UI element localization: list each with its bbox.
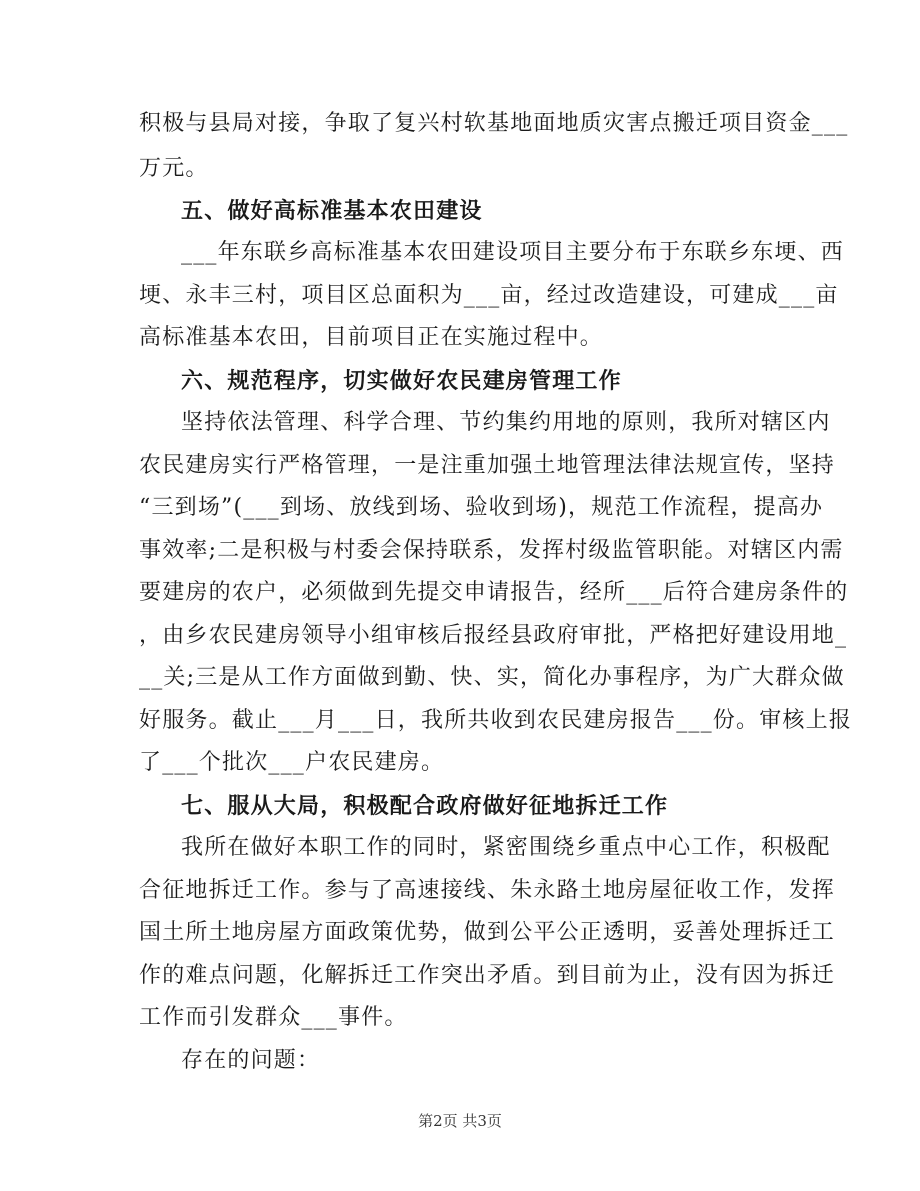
section-heading-5: 五、做好高标准基本农田建设 xyxy=(181,198,483,224)
problems-label: 存在的问题： xyxy=(181,1048,321,1073)
body-text-line: 事效率;二是积极与村委会保持联系，发挥村级监管职能。对辖区内需 xyxy=(139,538,844,563)
body-text-line: 工作而引发群众___事件。 xyxy=(139,1005,408,1030)
section-heading-6: 六、规范程序，切实做好农民建房管理工作 xyxy=(181,368,622,394)
body-text-line: ___年东联乡高标准基本农田建设项目主要分布于东联乡东埂、西 xyxy=(181,240,845,265)
body-text-line: 要建房的农户，必须做到先提交申请报告，经所___后符合建房条件的 xyxy=(139,580,849,605)
body-text-line: 合征地拆迁工作。参与了高速接线、朱永路土地房屋征收工作，发挥 xyxy=(139,878,836,903)
body-text-line: 作的难点问题，化解拆迁工作突出矛盾。到目前为止，没有因为拆迁 xyxy=(139,963,836,988)
page-number-footer: 第2页 共3页 xyxy=(418,1112,502,1130)
body-text-line: 了___个批次___户农民建房。 xyxy=(139,750,445,775)
body-text-line: __关;三是从工作方面做到勤、快、实，简化办事程序，为广大群众做 xyxy=(139,665,845,690)
body-text-line: 我所在做好本职工作的同时，紧密围绕乡重点中心工作，积极配 xyxy=(181,835,831,860)
body-text-line: 农民建房实行严格管理，一是注重加强土地管理法律法规宣传，坚持 xyxy=(139,453,836,478)
body-text-line: ，由乡农民建房领导小组审核后报经县政府审批，严格把好建设用地_ xyxy=(139,623,848,648)
body-text-line: 坚持依法管理、科学合理、节约集约用地的原则，我所对辖区内 xyxy=(181,410,831,435)
body-text-line: “三到场”(___到场、放线到场、验收到场)，规范工作流程，提高办 xyxy=(139,495,824,520)
body-text-line: 万元。 xyxy=(139,156,209,181)
section-heading-7: 七、服从大局，积极配合政府做好征地拆迁工作 xyxy=(181,793,669,819)
body-text-line: 好服务。截止___月___日，我所共收到农民建房报告___份。审核上报 xyxy=(139,708,853,733)
body-text-line: 国土所土地房屋方面政策优势，做到公平公正透明，妥善处理拆迁工 xyxy=(139,920,836,945)
body-text-line: 埂、永丰三村，项目区总面积为___亩，经过改造建设，可建成___亩 xyxy=(139,283,839,308)
body-text-line: 积极与县局对接，争取了复兴村软基地面地质灾害点搬迁项目资金___ xyxy=(139,111,849,136)
body-text-line: 高标准基本农田，目前项目正在实施过程中。 xyxy=(139,325,604,350)
